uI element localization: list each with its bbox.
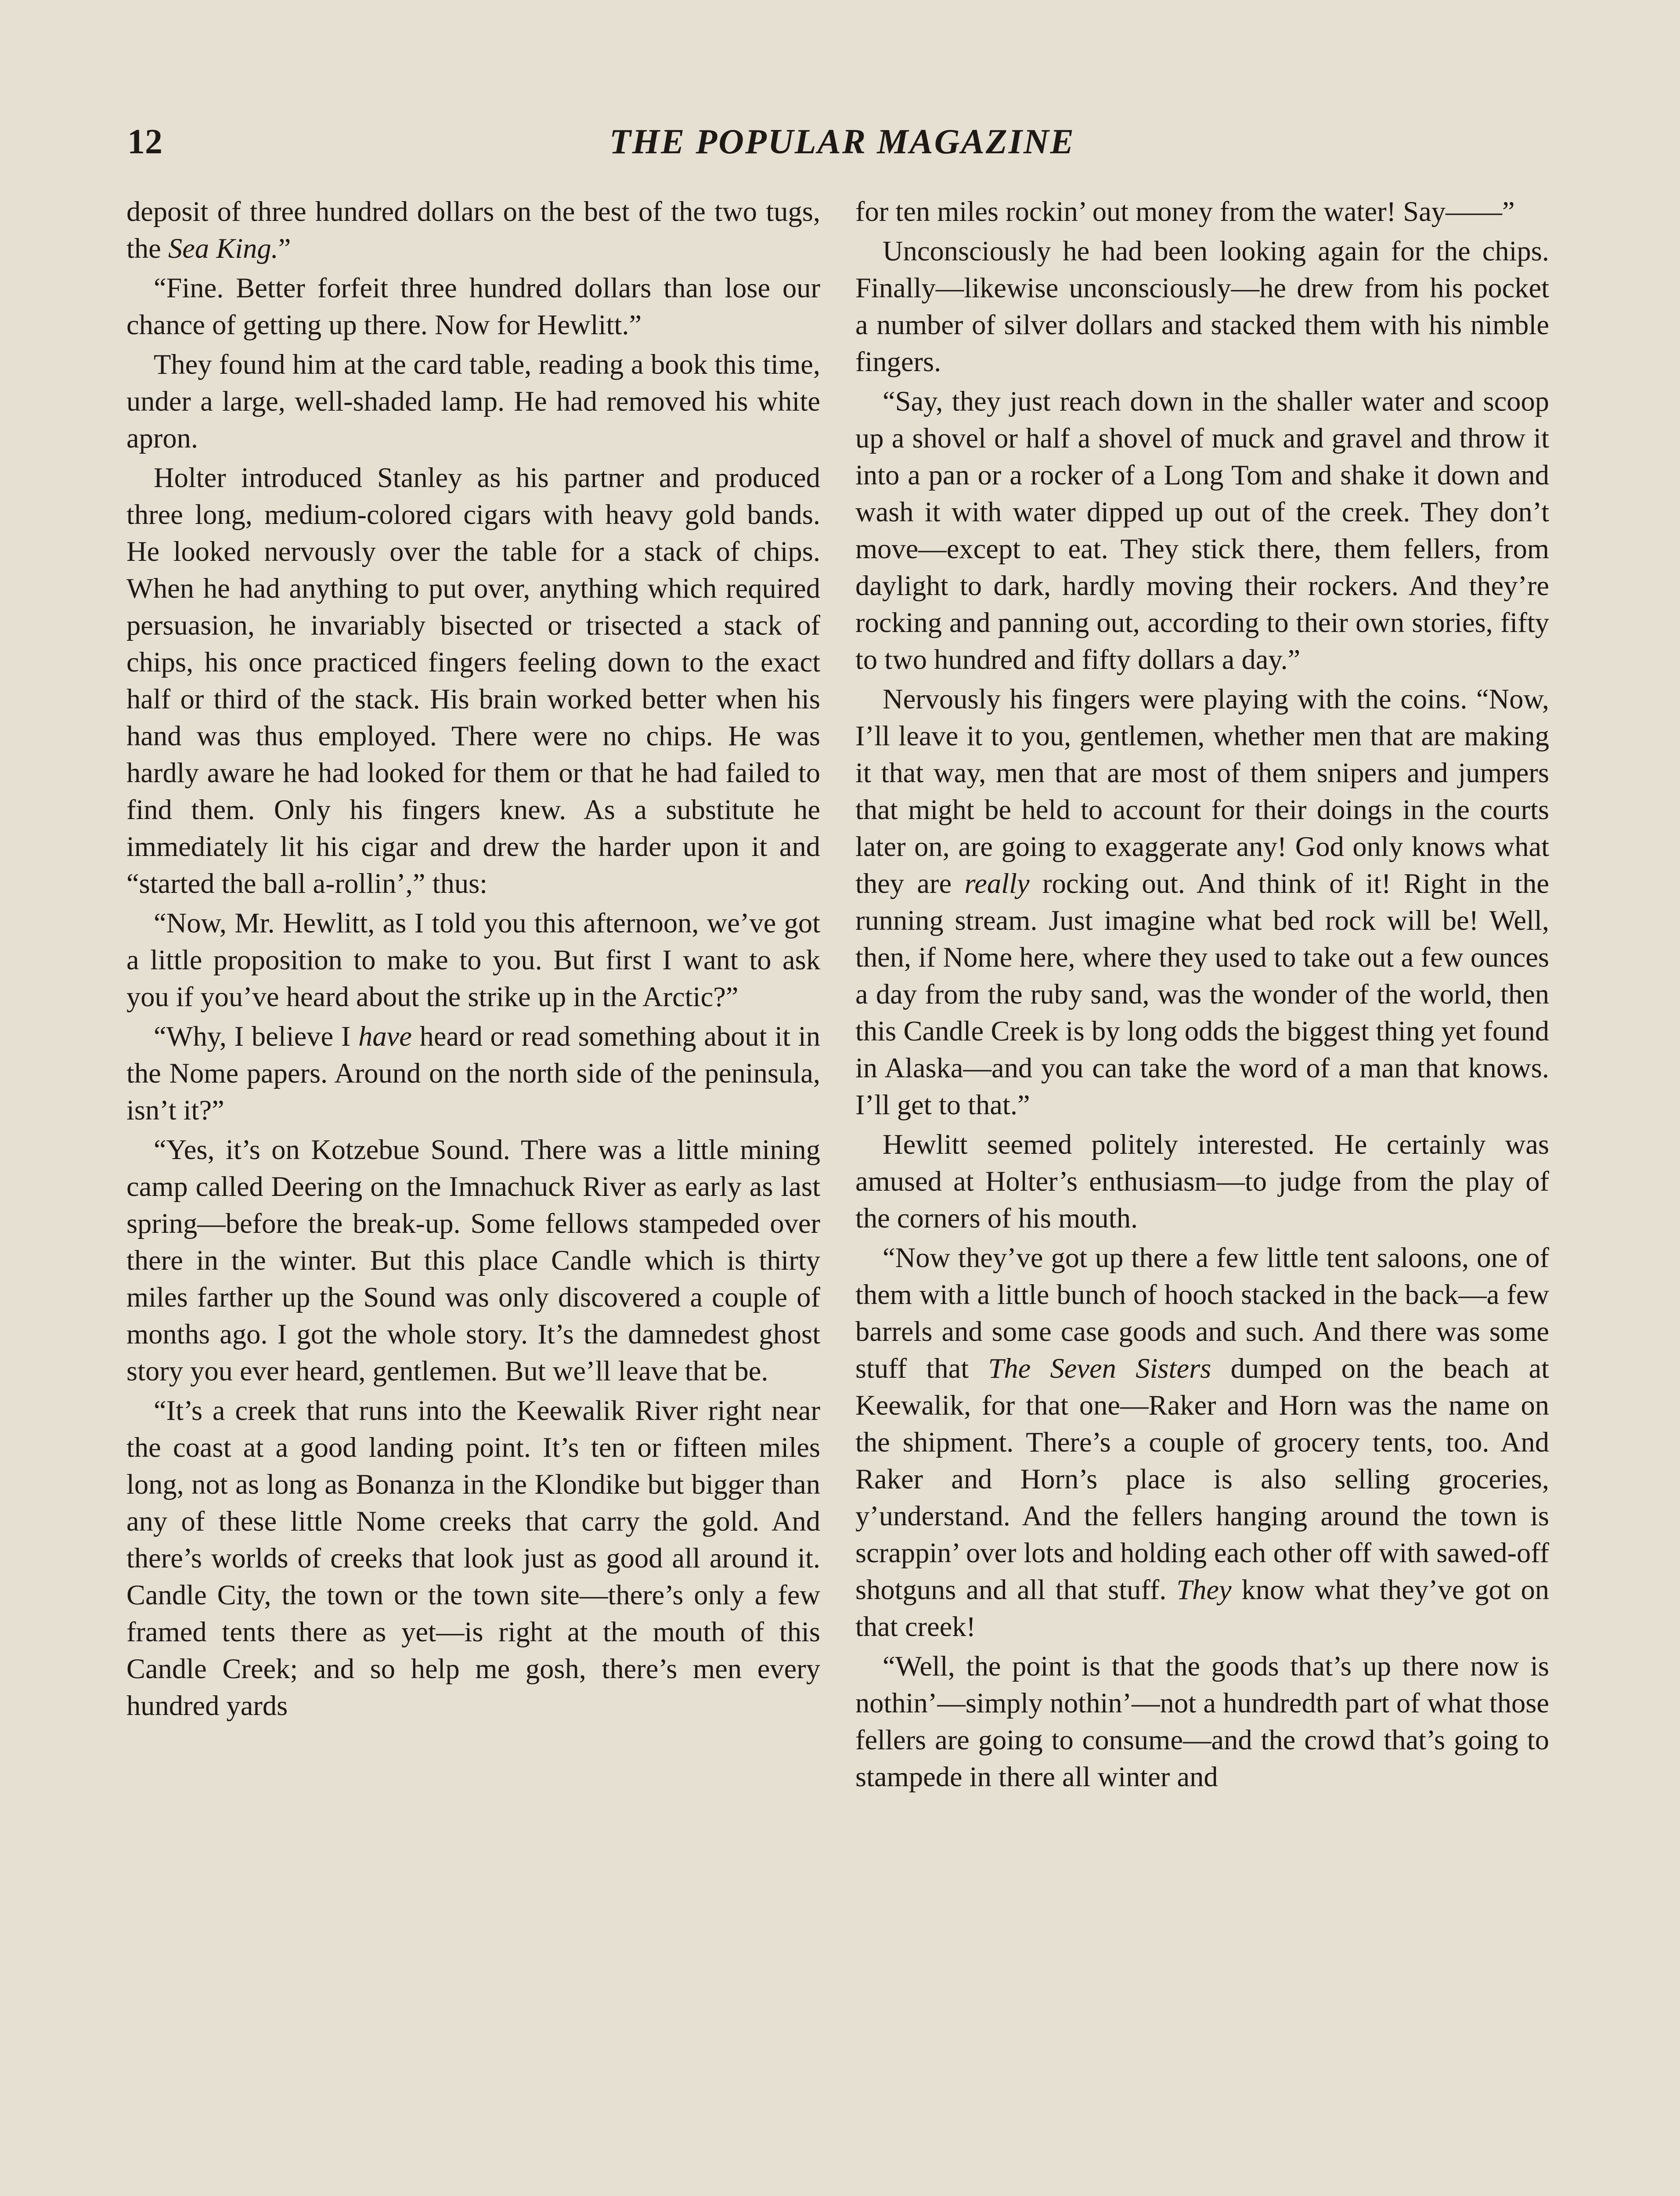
paragraph: “Yes, it’s on Kotzebue Sound. There was a little mining camp called Deering on the Imnachuck River as early as last spring—before the break-up. Some fellows stampeded over there in the winter. But this place Candle which is thirty miles farther up the Sound was only discovered a couple of months ago. I got the whole story. It’s the damnedest ghost story you ever heard, gentlemen. But we’ll leave that be. bbox=[126, 1134, 820, 1387]
paragraph: “Why, I believe I have heard or read something about it in the Nome papers. Around on the north side of the peninsula, isn’t it?” bbox=[126, 1021, 820, 1126]
paragraph: “Well, the point is that the goods that’s up there now is nothin’—simply nothin’—not a hundredth part of what those fellers are going to consume—and the crowd that’s going to stampede in there all winter and bbox=[855, 1651, 1549, 1792]
paragraph: “Say, they just reach down in the shaller water and scoop up a shovel or half a shovel of muck and gravel and throw it into a pan or a rocker of a Long Tom and shake it down and wash it with water dipped up out of the creek. They don’t move—except to eat. They stick there, them fellers, from daylight to dark, hardly moving their rockers. And they’re rocking and panning out, according to their own stories, fifty to two hundred and fifty dollars a day.” bbox=[855, 386, 1549, 675]
page-number: 12 bbox=[127, 123, 162, 161]
paragraph: deposit of three hundred dollars on the best of the two tugs, the Sea King.” bbox=[126, 196, 820, 264]
paragraph: Unconsciously he had been looking again for the chips. Finally—likewise unconsciously—he drew from his pocket a number of silver dollars and stacked them with his nimble fingers. bbox=[855, 235, 1549, 377]
paragraph: “Now they’ve got up there a few little tent saloons, one of them with a little bunch of hooch stacked in the back—a few barrels and some case goods and such. And there was some stuff that The Seven Sisters dumped on the beach at Keewalik, for that one—Raker and Horn was the name on the shipment. There’s a couple of grocery tents, too. And Raker and Horn’s place is also selling groceries, y’understand. And the fellers hanging around the town is scrappin’ over lots and holding each other off with sawed-off shotguns and all that stuff. They know what they’ve got on that creek! bbox=[855, 1242, 1549, 1642]
paragraph: Hewlitt seemed politely interested. He certainly was amused at Holter’s enthusiasm—to judge from the play of the corners of his mouth. bbox=[855, 1129, 1549, 1234]
text-column-left bbox=[126, 193, 820, 2196]
paragraph: They found him at the card table, reading a book this time, under a large, well-shaded lamp. He had removed his white apron. bbox=[126, 349, 820, 454]
paragraph: “Fine. Better forfeit three hundred dollars than lose our chance of getting up there. Now for Hewlitt.” bbox=[126, 272, 820, 340]
paragraph: “It’s a creek that runs into the Keewalik River right near the coast at a good landing point. It’s ten or fifteen miles long, not as long as Bonanza in the Klondike but bigger than any of these little Nome creeks that carry the gold. And there’s worlds of creeks that look just as good all around it. Candle City, the town or the town site—there’s only a few framed tents there as yet—is right at the mouth of this Candle Creek; and so help me gosh, there’s men every hundred yards bbox=[126, 1395, 820, 1721]
page-header bbox=[127, 118, 1557, 170]
paragraph: Nervously his fingers were playing with the coins. “Now, I’ll leave it to you, gentlemen, whether men that are making it that way, men that are most of them snipers and jumpers that might be held to account for their doings in the courts later on, are going to exaggerate any! God only knows what they are really rocking out. And think of it! Right in the running stream. Just imagine what bed rock will be! Well, then, if Nome here, where they used to take out a few ounces a day from the ruby sand, was the wonder of the world, then this Candle Creek is by long odds the biggest thing yet found in Alaska—and you can take the word of a man that knows. I’ll get to that.” bbox=[855, 683, 1549, 1120]
paragraph: for ten miles rockin’ out money from the water! Say——” bbox=[855, 196, 1515, 227]
running-head: THE POPULAR MAGAZINE bbox=[609, 123, 1075, 161]
paragraph: Holter introduced Stanley as his partner and produced three long, medium-colored cigars with heavy gold bands. He looked nervously over the table for a stack of chips. When he had anything to put over, anything which required persuasion, he invariably bisected or trisected a stack of chips, his once practiced fingers feeling down to the exact half or third of the stack. His brain worked better when his hand was thus employed. There were no chips. He was hardly aware he had looked for them or that he had failed to find them. Only his fingers knew. As a substitute he immediately lit his cigar and drew the harder upon it and “started the ball a-rollin’,” thus: bbox=[126, 462, 820, 899]
text-column-right bbox=[855, 193, 1549, 2196]
paragraph: “Now, Mr. Hewlitt, as I told you this afternoon, we’ve got a little proposition to make to you. But first I want to ask you if you’ve heard about the strike up in the Arctic?” bbox=[126, 907, 820, 1012]
